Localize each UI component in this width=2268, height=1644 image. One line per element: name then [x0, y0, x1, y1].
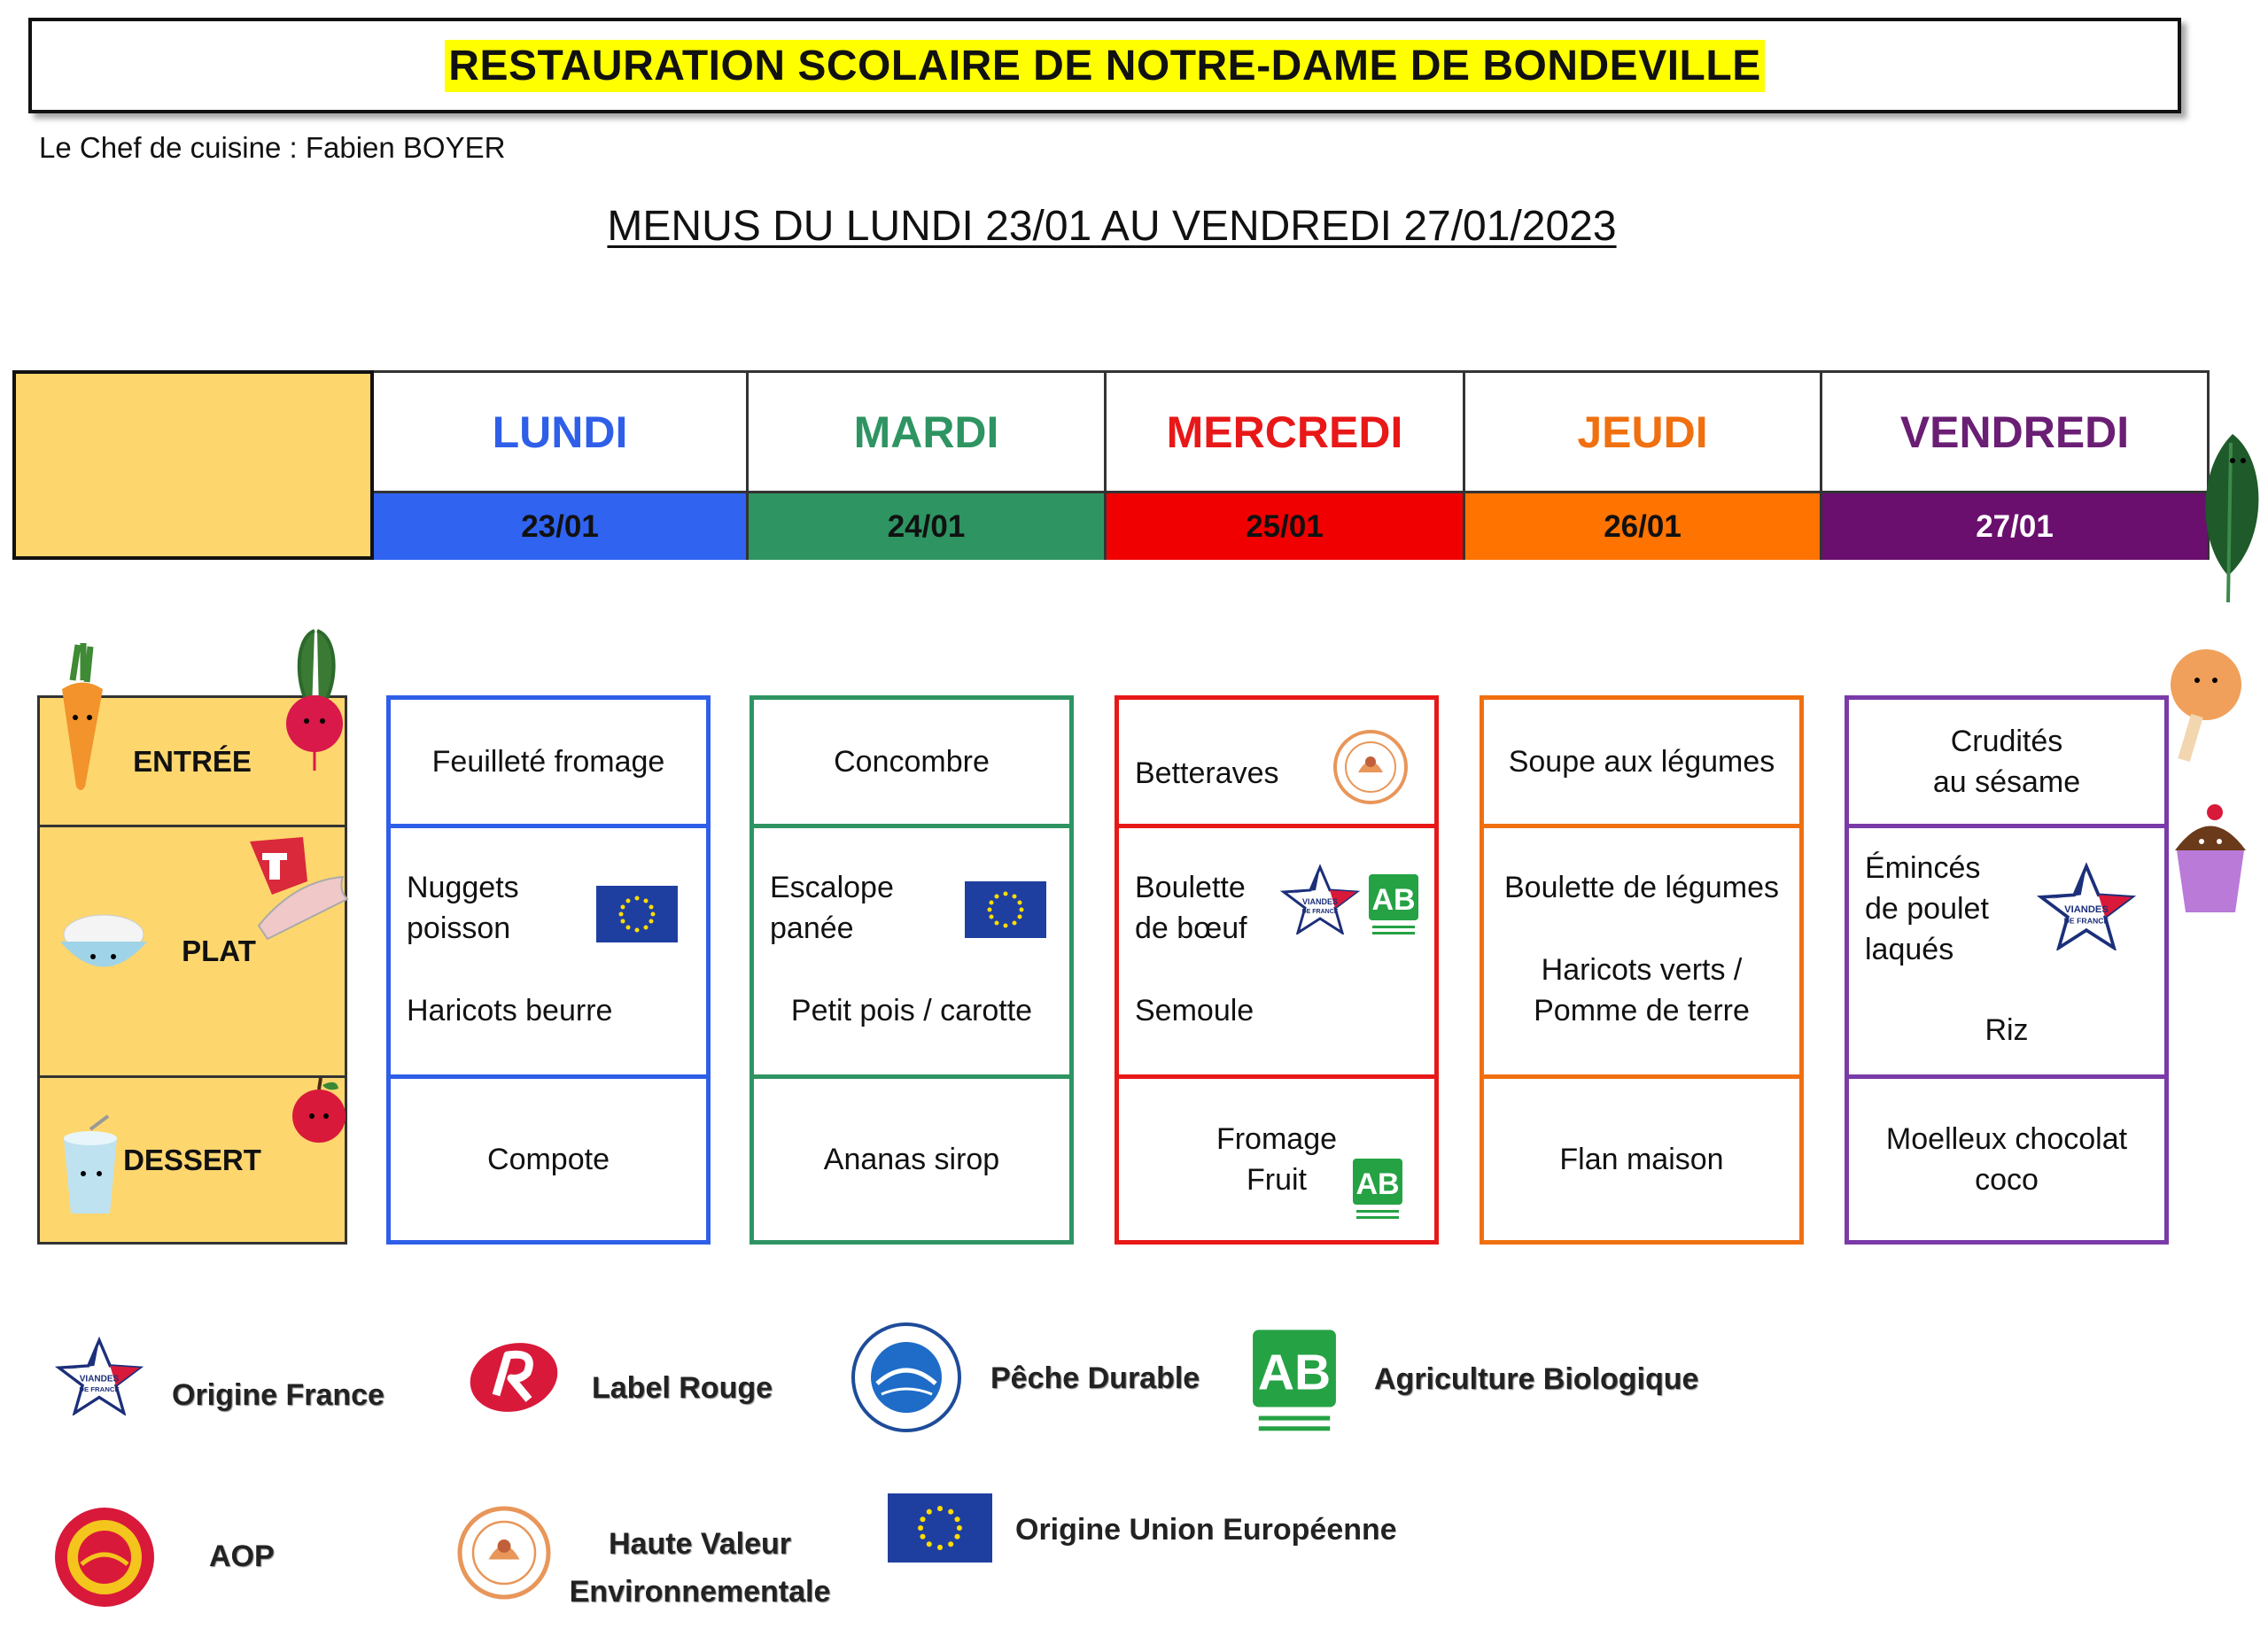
- plat-cell: [1119, 828, 1434, 1079]
- header-corner-cell: [12, 370, 374, 560]
- dish-text: de poulet: [1865, 892, 1989, 926]
- peche-durable-icon: [850, 1322, 962, 1433]
- plat-cell: [1484, 828, 1799, 1079]
- dish-text: Semoule: [1135, 994, 1254, 1028]
- category-plat: PLAT: [40, 827, 345, 1078]
- svg-text:DE FRANCE: DE FRANCE: [2063, 916, 2109, 926]
- legend-agriculture-bio: Agriculture Biologique: [1374, 1362, 1699, 1396]
- entree-cell: [1484, 700, 1799, 828]
- day-date: 26/01: [1465, 493, 1820, 560]
- ab-bio-icon: [1367, 872, 1420, 938]
- dish-text: Haricots verts /: [1541, 953, 1743, 987]
- dish-text: Fromage: [1216, 1122, 1338, 1156]
- svg-text:VIANDES: VIANDES: [79, 1374, 120, 1384]
- category-dessert: DESSERT: [123, 1143, 261, 1176]
- legend-label-rouge: Label Rouge: [592, 1371, 773, 1405]
- dish-text: Concombre: [834, 745, 990, 779]
- hve-icon: [455, 1504, 553, 1601]
- chef-name: Le Chef de cuisine : Fabien BOYER: [39, 131, 506, 164]
- plat-cell: [754, 828, 1069, 1079]
- dish-text: Escalope: [770, 871, 894, 904]
- legend-hve: [567, 1520, 833, 1616]
- dish-text: poisson: [407, 911, 511, 945]
- day-name: JEUDI: [1465, 373, 1820, 493]
- page-title: RESTAURATION SCOLAIRE DE NOTRE-DAME DE BONDEVILLE: [445, 40, 1764, 92]
- day-name: LUNDI: [374, 373, 746, 493]
- day-date: 23/01: [374, 493, 746, 560]
- legend-aop: AOP: [209, 1539, 275, 1573]
- dish-text: Émincés: [1865, 851, 1981, 885]
- category-entree: ENTRÉE: [40, 698, 345, 827]
- dessert-cell: [1119, 1079, 1434, 1240]
- svg-text:AB: AB: [1371, 883, 1416, 917]
- dish-text: Crudités: [1950, 725, 2063, 758]
- svg-text:VIANDES: VIANDES: [1301, 897, 1339, 906]
- day-header-lundi: [374, 370, 749, 560]
- menu-column-mardi: [750, 695, 1074, 1245]
- rice-bowl-icon: [53, 908, 155, 979]
- day-date: 27/01: [1822, 493, 2207, 560]
- day-name: MARDI: [749, 373, 1104, 493]
- dish-text: laqués: [1865, 933, 1954, 966]
- hve-icon: [1332, 728, 1410, 806]
- dessert-cell: [1484, 1079, 1799, 1240]
- aop-icon: [53, 1506, 156, 1609]
- dish-text: Fruit: [1247, 1163, 1307, 1197]
- dish-text: Compote: [487, 1143, 610, 1176]
- dish-text: coco: [1975, 1163, 2039, 1197]
- dessert-cell: [754, 1079, 1069, 1240]
- dish-text: Riz: [1984, 1013, 2029, 1047]
- dish-text: Boulette de légumes: [1504, 871, 1779, 904]
- drumstick-icon: [2162, 645, 2250, 769]
- dish-text: de bœuf: [1135, 911, 1247, 945]
- eu-flag-icon: [965, 881, 1046, 938]
- dish-text: Feuilleté fromage: [431, 745, 665, 779]
- dish-text: Petit pois / carotte: [790, 994, 1033, 1028]
- ab-bio-icon: [1247, 1327, 1341, 1437]
- dish-text: Boulette: [1135, 871, 1246, 904]
- eu-flag-icon: [888, 1493, 992, 1563]
- day-date: 24/01: [749, 493, 1104, 560]
- dish-text: Ananas sirop: [823, 1143, 1000, 1176]
- radish-icon: [275, 613, 354, 772]
- entree-cell: [1849, 700, 2164, 828]
- viandes-de-france-icon: [55, 1336, 144, 1415]
- dish-text: au sésame: [1932, 765, 2081, 799]
- day-header-mardi: [749, 370, 1107, 560]
- eu-flag-icon: [596, 886, 678, 942]
- meat-fish-icon: [241, 828, 356, 943]
- menu-column-lundi: [386, 695, 711, 1245]
- svg-text:VIANDES: VIANDES: [2064, 904, 2109, 916]
- ab-bio-icon: [1351, 1157, 1404, 1222]
- entree-cell: [391, 700, 706, 828]
- dish-text: Nuggets: [407, 871, 519, 904]
- carrot-icon: [51, 636, 113, 795]
- dish-text: panée: [770, 911, 854, 945]
- legend-origine-france: Origine France: [172, 1378, 384, 1412]
- dish-text: Moelleux chocolat: [1885, 1122, 2128, 1156]
- plat-cell: [391, 828, 706, 1079]
- svg-text:DE FRANCE: DE FRANCE: [79, 1384, 120, 1393]
- dish-text: Soupe aux légumes: [1508, 745, 1775, 779]
- entree-cell: [1119, 700, 1434, 828]
- svg-text:DE FRANCE: DE FRANCE: [1301, 909, 1339, 915]
- dessert-cell: [1849, 1079, 2164, 1240]
- day-name: MERCREDI: [1107, 373, 1463, 493]
- viandes-de-france-icon: [2037, 862, 2136, 950]
- menu-column-vendredi: [1845, 695, 2169, 1245]
- title-banner: [28, 18, 2181, 113]
- day-name: VENDREDI: [1822, 373, 2207, 493]
- menu-column-jeudi: [1480, 695, 1804, 1245]
- apple-icon: [284, 1076, 354, 1147]
- legend-hve-line2: Environnementale: [569, 1575, 831, 1609]
- day-date: 25/01: [1107, 493, 1463, 560]
- label-rouge-icon: [465, 1338, 563, 1417]
- svg-text:AB: AB: [1355, 1167, 1400, 1201]
- entree-cell: [754, 700, 1069, 828]
- dish-text: Pomme de terre: [1534, 994, 1750, 1028]
- dessert-cell: [391, 1079, 706, 1240]
- dish-text: Flan maison: [1559, 1143, 1724, 1176]
- menu-title-text: MENUS DU LUNDI 23/01 AU VENDREDI 27/01/2023: [607, 203, 1617, 250]
- legend-peche-durable: Pêche Durable: [990, 1361, 1200, 1395]
- day-header-vendredi: [1822, 370, 2210, 560]
- legend-origine-ue: Origine Union Européenne: [1015, 1513, 1397, 1547]
- day-header-jeudi: [1465, 370, 1822, 560]
- viandes-de-france-icon: [1280, 864, 1360, 934]
- day-header-mercredi: [1107, 370, 1465, 560]
- cupcake-icon: [2166, 793, 2255, 917]
- dish-text: Betteraves: [1135, 756, 1279, 790]
- menu-column-mercredi: [1115, 695, 1439, 1245]
- legend-hve-line1: Haute Valeur: [609, 1527, 791, 1561]
- dish-text: Haricots beurre: [407, 994, 613, 1028]
- menu-title: [0, 202, 2224, 251]
- svg-text:AB: AB: [1257, 1344, 1332, 1401]
- yogurt-icon: [55, 1112, 126, 1218]
- plat-cell: [1849, 828, 2164, 1079]
- spinach-leaf-icon: [2179, 425, 2268, 611]
